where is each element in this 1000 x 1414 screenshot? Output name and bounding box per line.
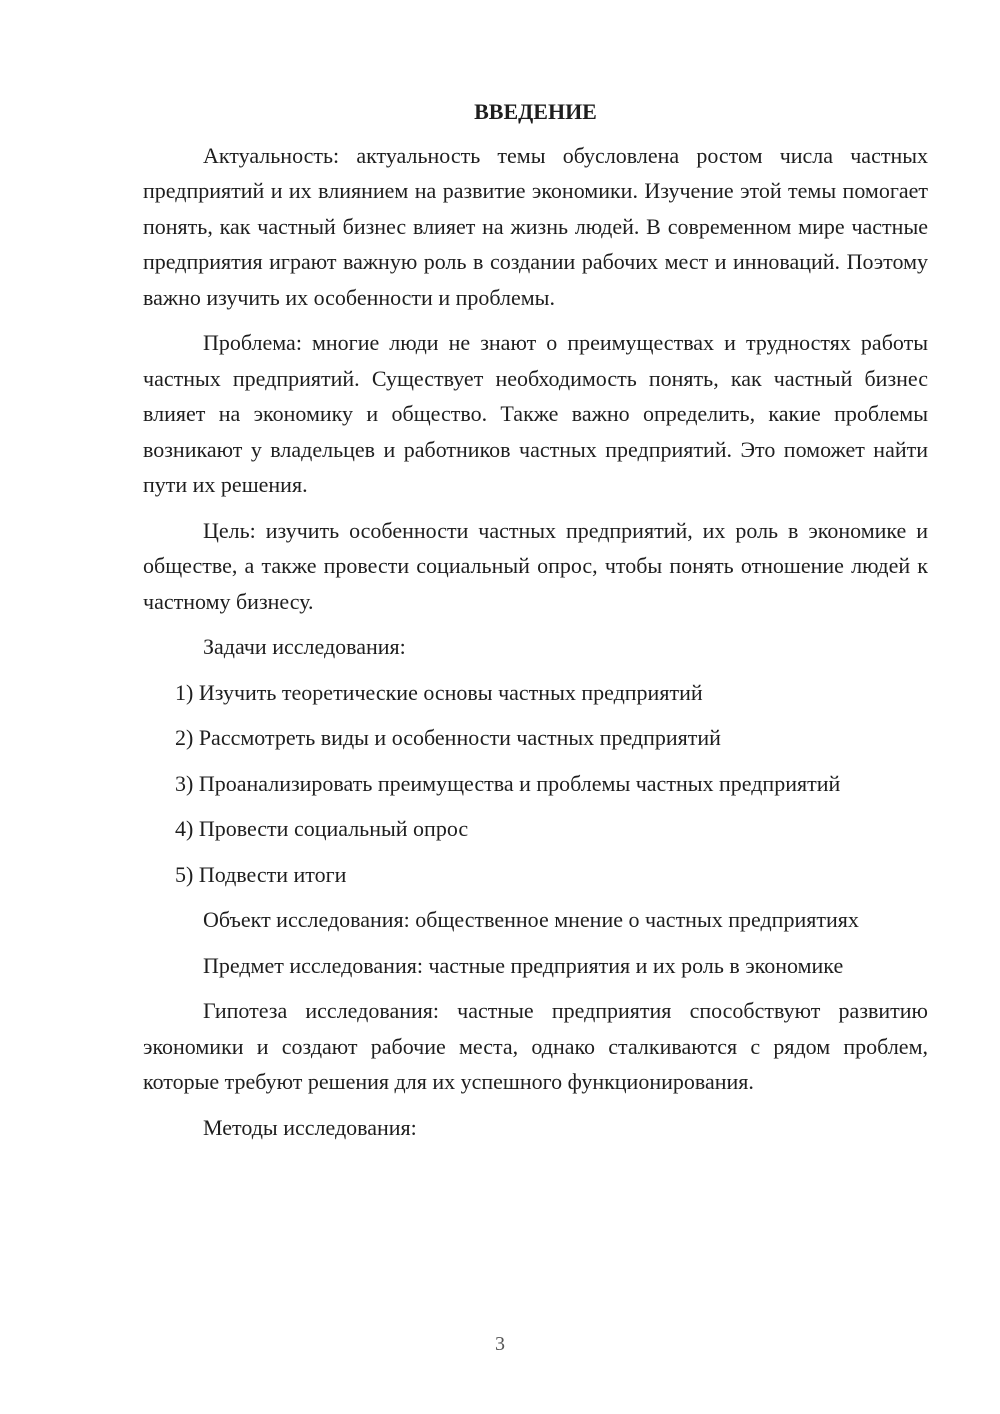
paragraph-hypothesis: Гипотеза исследования: частные предприятия способствуют развитию экономики и создают рабочие места, однако сталкиваются с рядом проблем, которые требуют решения для их успешного функционирования. [143, 998, 928, 1094]
tasks-heading: Задачи исследования: [203, 634, 406, 659]
paragraph-relevance: Актуальность: актуальность темы обусловлена ростом числа частных предприятий и их влиянием на развитие экономики. Изучение этой темы помогает понять, как частный бизнес влияет на жизнь людей. В современном мире частные предприятия играют важную роль в создании рабочих мест и инноваций. Поэтому важно изучить их особенности и проблемы. [143, 142, 928, 310]
task-item: 5) Подвести итоги [175, 861, 347, 887]
document-page [143, 94, 928, 1155]
section-title: ВВЕДЕНИЕ [474, 99, 597, 124]
task-item: 3) Проанализировать преимущества и проблемы частных предприятий [175, 770, 841, 796]
task-item: 2) Рассмотреть виды и особенности частных предприятий [175, 725, 721, 750]
methods-heading: Методы исследования: [203, 1114, 417, 1140]
paragraph-goal: Цель: изучить особенности частных предприятий, их роль в экономике и обществе, а также провести социальный опрос, чтобы понять отношение людей к частному бизнесу. [143, 517, 928, 614]
paragraph-subject: Предмет исследования: частные предприятия и их роль в экономике [203, 952, 844, 978]
paragraph-problem: Проблема: многие люди не знают о преимуществах и трудностях работы частных предприятий. Существует необходимость понять, как частный бизнес влияет на экономику и общество. Также важно определить, какие проблемы возникают у владельцев и работников частных предприятий. Это поможет найти пути их решения. [143, 330, 928, 497]
task-item: 1) Изучить теоретические основы частных предприятий [175, 679, 703, 705]
page-number: 3 [495, 1333, 505, 1355]
paragraph-object: Объект исследования: общественное мнение о частных предприятиях [203, 907, 859, 932]
task-item: 4) Провести социальный опрос [175, 816, 469, 841]
